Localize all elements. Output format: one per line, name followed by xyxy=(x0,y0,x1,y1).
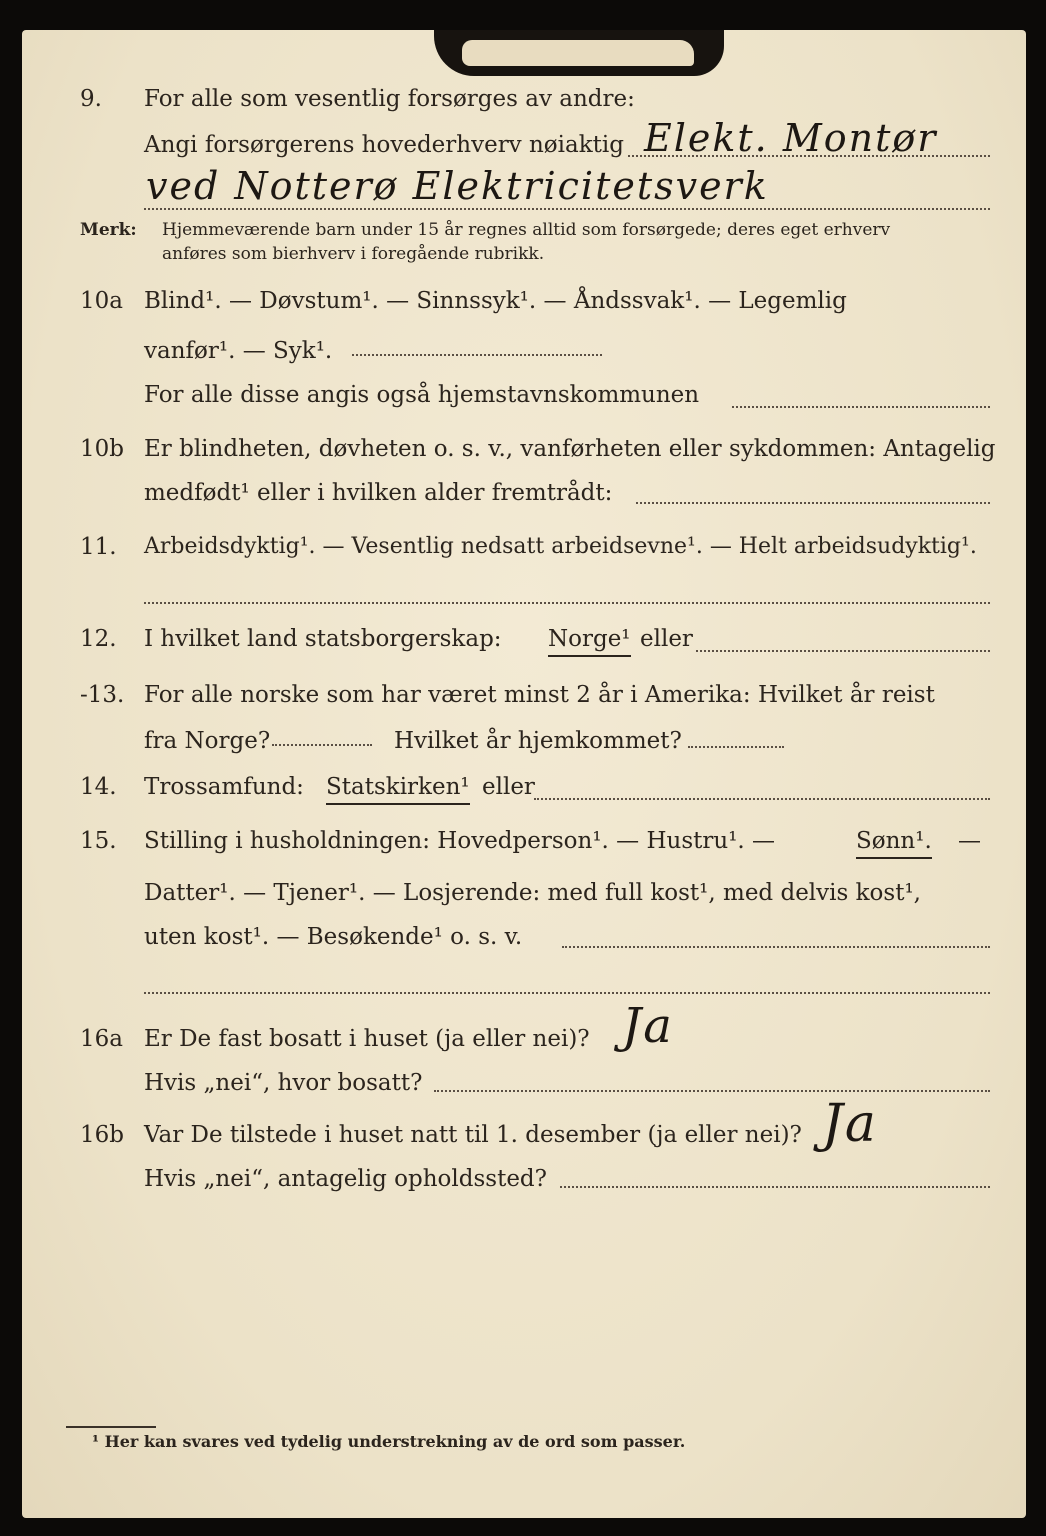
q12-number: 12. xyxy=(80,626,117,652)
q15-text2: Datter¹. — Tjener¹. — Losjerende: med full kost¹, med delvis kost¹, xyxy=(144,880,921,906)
q14-text-pre: Trossamfund: xyxy=(144,774,304,800)
q9-number: 9. xyxy=(80,86,102,112)
q11-text1: Arbeidsdyktig¹. — Vesentlig nedsatt arbeidsevne¹. — Helt arbeidsudyktig¹. xyxy=(144,534,977,559)
q11-answer-line xyxy=(144,602,990,604)
q13-hjemkommet-line xyxy=(688,746,784,748)
q10b-text2: medfødt¹ eller i hvilken alder fremtrådt: xyxy=(144,480,613,506)
q13-number: -13. xyxy=(80,682,125,708)
q11-number: 11. xyxy=(80,534,117,560)
q13-reist-line xyxy=(272,744,372,746)
q14-answer-line xyxy=(534,798,990,800)
mork-text2: anføres som bierhverv i foregående rubrikk. xyxy=(162,244,545,264)
q10a-syk-line xyxy=(352,354,602,356)
q15-text1-pre: Stilling i husholdningen: Hovedperson¹. — Hustru¹. — xyxy=(144,828,776,854)
q16b-number: 16b xyxy=(80,1122,124,1148)
form-page xyxy=(22,30,1026,1518)
q12-text-post: eller xyxy=(640,626,693,652)
q10a-kommune-line xyxy=(732,406,990,408)
q12-answer-line xyxy=(696,650,990,652)
q16b-handwritten-answer: Ja xyxy=(822,1094,878,1154)
q10a-text2: vanfør¹. — Syk¹. xyxy=(144,338,333,364)
q14-statskirken-underlined: Statskirken¹ xyxy=(326,772,470,805)
footnote: ¹ Her kan svares ved tydelig understrekning av de ord som passer. xyxy=(92,1432,686,1451)
q14-text-post: eller xyxy=(482,774,535,800)
q13-text1: For alle norske som har været minst 2 år i Amerika: Hvilket år reist xyxy=(144,682,935,708)
q9-answer-line2 xyxy=(144,208,990,210)
q9-handwritten-occupation: Elekt. Montør xyxy=(644,116,938,160)
q10a-text3: For alle disse angis også hjemstavnskommunen xyxy=(144,382,700,408)
q16a-answer-line xyxy=(434,1090,990,1092)
q15-answer-line xyxy=(562,946,990,948)
q15-number: 15. xyxy=(80,828,117,854)
q10a-number: 10a xyxy=(80,288,123,314)
q12-text-pre: I hvilket land statsborgerskap: xyxy=(144,626,502,652)
q15-answer-line2 xyxy=(144,992,990,994)
footnote-rule xyxy=(66,1426,156,1428)
q16b-text2: Hvis „nei“, antagelig opholdssted? xyxy=(144,1166,547,1192)
q15-text1-post: — xyxy=(958,828,981,854)
q16a-text1: Er De fast bosatt i huset (ja eller nei)? xyxy=(144,1026,590,1052)
q10a-text1: Blind¹. — Døvstum¹. — Sinnssyk¹. — Åndssvak¹. — Legemlig xyxy=(144,288,847,314)
q12-norge-underlined: Norge¹ xyxy=(548,624,631,657)
q9-text2: Angi forsørgerens hovederhverv nøiaktig xyxy=(144,132,624,158)
q16a-handwritten-answer: Ja xyxy=(622,998,674,1054)
q10b-text1: Er blindheten, døvheten o. s. v., vanførheten eller sykdommen: Antagelig xyxy=(144,436,996,462)
q16a-number: 16a xyxy=(80,1026,123,1052)
mork-text1: Hjemmeværende barn under 15 år regnes alltid som forsørgede; deres eget erhverv xyxy=(162,220,891,240)
q16b-answer-line xyxy=(560,1186,990,1188)
q15-sonn-underlined: Sønn¹. xyxy=(856,826,932,859)
q9-handwritten-employer: ved Notterø Elektricitetsverk xyxy=(146,164,769,208)
q15-text3: uten kost¹. — Besøkende¹ o. s. v. xyxy=(144,924,523,950)
q9-text1: For alle som vesentlig forsørges av andre: xyxy=(144,86,635,112)
q13-text2b: Hvilket år hjemkommet? xyxy=(394,728,682,754)
mork-label: Merk: xyxy=(80,220,137,240)
q16a-text2: Hvis „nei“, hvor bosatt? xyxy=(144,1070,423,1096)
q10b-number: 10b xyxy=(80,436,124,462)
paper-flap xyxy=(462,40,694,66)
q10b-answer-line xyxy=(636,502,990,504)
q13-text2a: fra Norge? xyxy=(144,728,271,754)
q14-number: 14. xyxy=(80,774,117,800)
q16b-text1: Var De tilstede i huset natt til 1. desember (ja eller nei)? xyxy=(144,1122,802,1148)
